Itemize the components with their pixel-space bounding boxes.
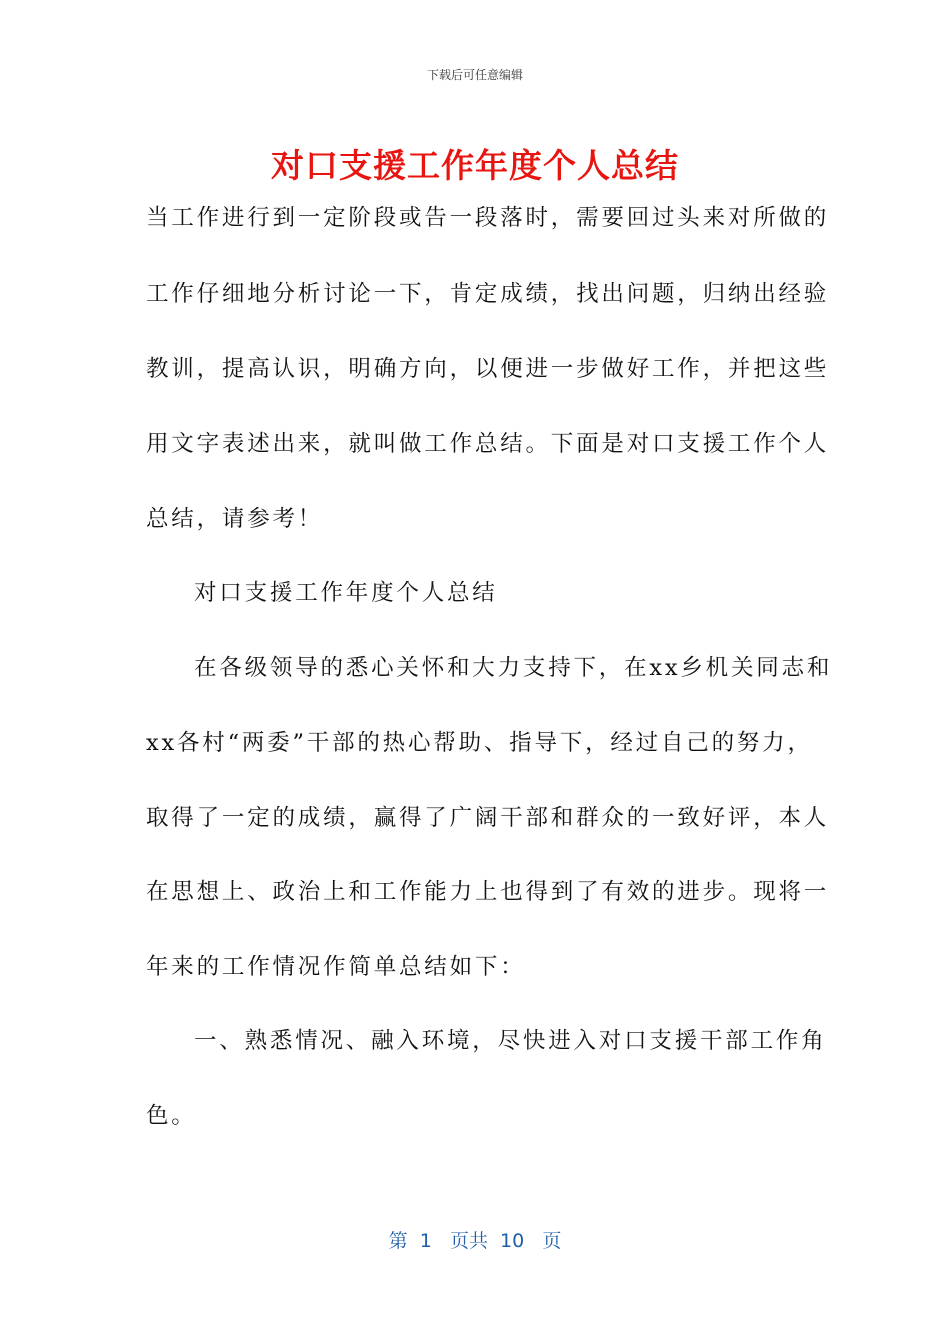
- body-line: xx各村“两委”干部的热心帮助、指导下，经过自己的努力，: [146, 730, 813, 756]
- document-title: 对口支援工作年度个人总结: [271, 146, 679, 185]
- body-line: 工作仔细地分析讨论一下，肯定成绩，找出问题，归纳出经验: [146, 281, 830, 307]
- header-note: 下载后可任意编辑: [426, 68, 523, 82]
- body-line: 用文字表述出来，就叫做工作总结。下面是对口支援工作个人: [146, 431, 830, 457]
- section-heading: 对口支援工作年度个人总结: [194, 580, 498, 606]
- body-line: 年来的工作情况作简单总结如下：: [146, 954, 526, 980]
- body-line: 色。: [146, 1103, 197, 1129]
- body-line: 一、熟悉情况、融入环境，尽快进入对口支援干部工作角: [194, 1028, 827, 1054]
- body-line: 在思想上、政治上和工作能力上也得到了有效的进步。现将一: [146, 879, 830, 905]
- body-line: 当工作进行到一定阶段或告一段落时，需要回过头来对所做的: [146, 205, 830, 231]
- body-line: 取得了一定的成绩，赢得了广阔干部和群众的一致好评，本人: [146, 805, 830, 831]
- body-line: 教训，提高认识，明确方向，以便进一步做好工作，并把这些: [146, 356, 830, 382]
- page-footer: 第 1 页共 10 页: [388, 1230, 562, 1252]
- body-line: 总结，请参考！: [146, 506, 324, 532]
- body-line: 在各级领导的悉心关怀和大力支持下，在xx乡机关同志和: [194, 655, 833, 681]
